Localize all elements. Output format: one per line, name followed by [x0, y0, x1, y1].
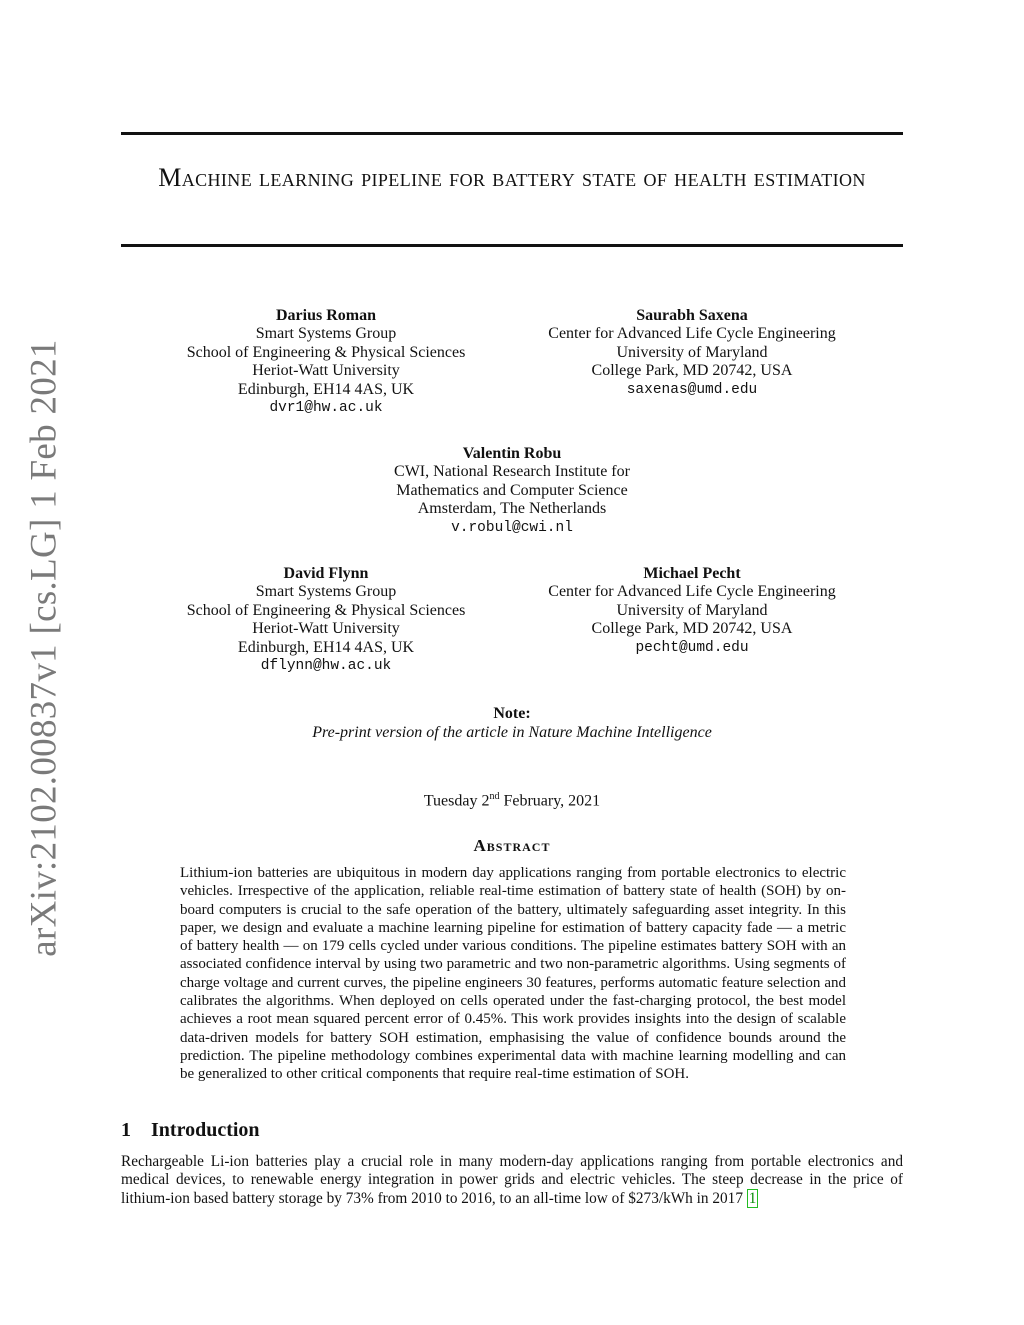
preprint-note	[121, 704, 903, 742]
author-affiliation-line: College Park, MD 20742, USA	[591, 620, 793, 638]
citation-link[interactable]: 1	[748, 1189, 757, 1207]
author-affiliation-line: Edinburgh, EH14 4AS, UK	[237, 638, 415, 656]
author-affiliation-line: School of Engineering & Physical Sciences	[186, 343, 466, 361]
author-affiliation-line: Center for Advanced Life Cycle Engineering	[548, 583, 836, 601]
author-email[interactable]: pecht@umd.edu	[635, 639, 749, 656]
note-text: Pre-print version of the article in Nature Machine Intelligence	[312, 724, 712, 741]
author-block-flynn	[171, 565, 481, 675]
author-email[interactable]: v.robul@cwi.nl	[451, 519, 573, 536]
author-email[interactable]: dvr1@hw.ac.uk	[269, 400, 383, 417]
author-affiliation-line: University of Maryland	[616, 343, 768, 361]
section-heading-introduction	[121, 1119, 260, 1142]
abstract-heading: Abstract	[473, 836, 551, 855]
paper-title: Machine learning pipeline for battery state of health estimation	[158, 163, 866, 192]
author-name: Saurabh Saxena	[636, 307, 748, 324]
date-prefix: Tuesday 2	[423, 792, 490, 810]
author-affiliation-line: Smart Systems Group	[255, 325, 397, 343]
author-block-roman	[171, 307, 481, 417]
author-affiliation-line: Heriot-Watt University	[252, 620, 400, 638]
abstract-text: Lithium-ion batteries are ubiquitous in modern day applications ranging from portable electronics to electric vehicles. Irrespective of the application, reliable real-time estimation of battery state of health (SOH) by on-board computers is crucial to the safe operation of the battery, ultimately safeguarding asset integrity. In this paper, we design and evaluate a machine learning pipeline for estimation of battery capacity fade — a metric of battery health — on 179 cells cycled under various conditions. The pipeline estimates battery SOH with an associated confidence interval by using two parametric and two non-parametric algorithms. Using segments of charge voltage and current curves, the pipeline engineers 30 features, performs automatic feature selection and calibrates the algorithms. When deployed on cells operated under the fast-charging protocol, the best model achieves a root mean squared percent error of 0.45%. This work provides insights into the design of scalable data-driven models for battery SOH estimation, emphasising the value of confidence bounds around the prediction. The pipeline methodology combines experimental data with machine learning modelling and can be generalized to other critical components that require real-time estimation of SOH.	[180, 865, 846, 1083]
note-label: Note:	[493, 705, 531, 722]
author-affiliation-line: Mathematics and Computer Science	[396, 481, 628, 499]
author-affiliation-line: Center for Advanced Life Cycle Engineering	[548, 325, 836, 343]
author-affiliation-line: College Park, MD 20742, USA	[591, 362, 793, 380]
author-name: David Flynn	[283, 565, 369, 582]
author-affiliation-line: Heriot-Watt University	[252, 362, 400, 380]
title-rule-top	[121, 132, 903, 135]
date-suffix: February, 2021	[499, 792, 601, 810]
author-block-pecht	[532, 565, 852, 657]
author-email[interactable]: dflynn@hw.ac.uk	[260, 658, 392, 675]
title-rule-bottom	[121, 244, 903, 247]
publication-date	[121, 791, 903, 810]
author-name: Darius Roman	[275, 307, 376, 324]
date-ordinal: nd	[489, 791, 500, 802]
author-email[interactable]: saxenas@umd.edu	[626, 381, 758, 398]
introduction-text: Rechargeable Li-ion batteries play a crucial role in many modern-day applications ranging from portable electronics and medical devices, to renewable energy integration in power grids and electric vehicles. The steep decrease in the price of lithium-ion based battery storage by 73% from 2010 to 2016, to an all-time low of $273/kWh in 2017	[121, 1153, 903, 1207]
author-name: Valentin Robu	[462, 445, 562, 462]
section-number: 1	[121, 1119, 131, 1141]
author-affiliation-line: Amsterdam, The Netherlands	[417, 500, 607, 518]
introduction-paragraph	[121, 1153, 903, 1208]
author-block-saxena	[532, 307, 852, 399]
arxiv-identifier[interactable]: arXiv:2102.00837v1 [cs.LG] 1 Feb 2021	[23, 339, 65, 957]
author-affiliation-line: School of Engineering & Physical Sciences	[186, 601, 466, 619]
author-affiliation-line: CWI, National Research Institute for	[394, 463, 630, 481]
section-title: Introduction	[151, 1119, 260, 1141]
author-affiliation-line: University of Maryland	[616, 601, 768, 619]
author-name: Michael Pecht	[643, 565, 741, 582]
author-block-robu	[362, 445, 662, 537]
author-affiliation-line: Edinburgh, EH14 4AS, UK	[237, 380, 415, 398]
author-affiliation-line: Smart Systems Group	[255, 583, 397, 601]
